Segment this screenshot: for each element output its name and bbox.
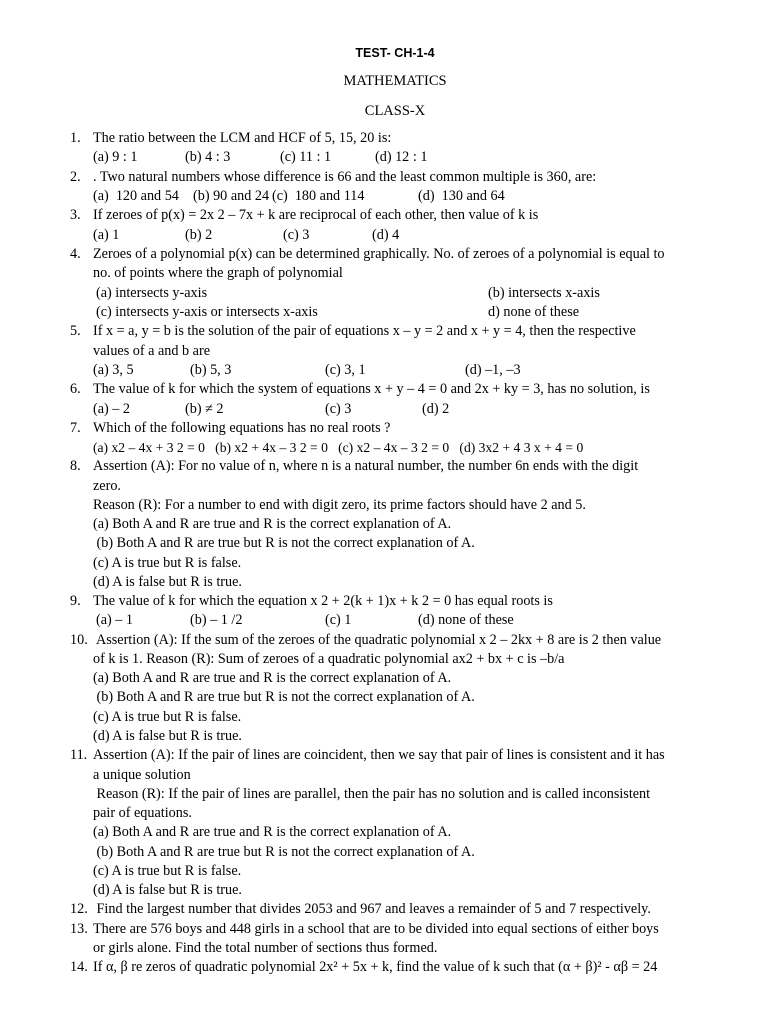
option-b: (b) ≠ 2 (185, 401, 224, 417)
question-number: 13. (70, 921, 88, 937)
question-number: 9. (70, 593, 81, 609)
option-b: (b) 5, 3 (190, 362, 232, 378)
test-title: TEST- CH-1-4 (355, 46, 435, 60)
option-d: d) none of these (488, 304, 580, 320)
question-number: 8. (70, 458, 81, 474)
question-text: There are 576 boys and 448 girls in a school that are to be divided into equal sections of either boys (93, 921, 659, 937)
option-c: (c) intersects y-axis or intersects x-axis (96, 304, 318, 320)
option-b: (b) Both A and R are true but R is not the correct explanation of A. (93, 689, 475, 705)
question-text-cont: no. of points where the graph of polynomial (93, 265, 343, 281)
option-c: (c) 3 (325, 401, 352, 417)
question-text-cont: or girls alone. Find the total number of sections thus formed. (93, 940, 438, 956)
question-text: Zeroes of a polynomial p(x) can be determined graphically. No. of zeroes of a polynomial is equal to (93, 246, 665, 262)
question-number: 1. (70, 130, 81, 146)
question-text: . Two natural numbers whose difference is 66 and the least common multiple is 360, are: (93, 169, 597, 185)
question-text: Which of the following equations has no real roots ? (93, 420, 391, 436)
question-text: Find the largest number that divides 2053 and 967 and leaves a remainder of 5 and 7 respectively. (93, 901, 651, 917)
option-a: (a) Both A and R are true and R is the correct explanation of A. (93, 824, 452, 840)
option-a: (a) – 1 (96, 612, 134, 628)
option-c: (c) 1 (325, 612, 352, 628)
question-number: 4. (70, 246, 81, 262)
assertion-text: Assertion (A): If the sum of the zeroes of the quadratic polynomial x 2 – 2kx + 8 are is 2 then value (96, 632, 662, 648)
question-number: 11. (70, 747, 88, 763)
option-d: (d) 130 and 64 (418, 188, 505, 204)
option-a: (a) 1 (93, 227, 120, 243)
option-b: (b) intersects x-axis (488, 285, 600, 301)
option-c: (c) 3, 1 (325, 362, 366, 378)
option-a: (a) 120 and 54 (93, 188, 179, 204)
assertion-text-cont: zero. (93, 478, 121, 494)
option-a: (a) Both A and R are true and R is the correct explanation of A. (93, 516, 452, 532)
option-a: (a) 9 : 1 (93, 149, 138, 165)
option-d: (d) A is false but R is true. (93, 728, 242, 744)
question-text: The ratio between the LCM and HCF of 5, 15, 20 is: (93, 130, 392, 146)
question-number: 3. (70, 207, 81, 223)
option-d: (d) 4 (372, 227, 400, 243)
question-number: 5. (70, 323, 81, 339)
question-number: 12. (70, 901, 88, 917)
option-b: (b) Both A and R are true but R is not the correct explanation of A. (93, 844, 475, 860)
reason-text: Reason (R): For a number to end with digit zero, its prime factors should have 2 and 5. (93, 497, 586, 513)
option-b: (b) 4 : 3 (185, 149, 231, 165)
class-title: CLASS-X (364, 103, 426, 119)
assertion-text-cont: a unique solution (93, 767, 191, 783)
question-text: If α, β re zeros of quadratic polynomial 2x² + 5x + k, find the value of k such that (α + β)² - αβ = 24 (93, 959, 658, 975)
option-d: (d) 2 (422, 401, 450, 417)
option-b: (b) – 1 /2 (190, 612, 243, 628)
subject-title: MATHEMATICS (343, 73, 447, 89)
question-text-cont: values of a and b are (93, 343, 210, 359)
option-c: (c) 3 (283, 227, 310, 243)
option-d: (d) 12 : 1 (375, 149, 428, 165)
option-c: (c) A is true but R is false. (93, 863, 242, 879)
option-b: (b) 90 and 24 (193, 188, 270, 204)
question-text: The value of k for which the equation x 2 + 2(k + 1)x + k 2 = 0 has equal roots is (93, 593, 553, 609)
option-c: (c) 180 and 114 (272, 188, 365, 204)
question-number: 14. (70, 959, 88, 975)
question-number: 6. (70, 381, 81, 397)
option-d: (d) A is false but R is true. (93, 882, 242, 898)
option-d: (d) –1, –3 (465, 362, 521, 378)
option-a: (a) – 2 (93, 401, 131, 417)
assertion-text-cont: of k is 1. Reason (R): Sum of zeroes of a quadratic polynomial ax2 + bx + c is –b/a (93, 651, 565, 667)
option-d: (d) A is false but R is true. (93, 574, 242, 590)
option-d: (d) none of these (418, 612, 514, 628)
option-a: (a) 3, 5 (93, 362, 134, 378)
option-c: (c) A is true but R is false. (93, 709, 242, 725)
option-a: (a) Both A and R are true and R is the correct explanation of A. (93, 670, 452, 686)
question-number: 2. (70, 169, 81, 185)
question-text: The value of k for which the system of equations x + y – 4 = 0 and 2x + ky = 3, has no solution, is (93, 381, 650, 397)
question-number: 7. (70, 420, 81, 436)
option-c: (c) 11 : 1 (280, 149, 332, 165)
option-c: (c) A is true but R is false. (93, 555, 242, 571)
reason-text: Reason (R): If the pair of lines are parallel, then the pair has no solution and is called inconsistent (93, 786, 651, 802)
option-a: (a) intersects y-axis (96, 285, 208, 301)
reason-text-cont: pair of equations. (93, 805, 192, 821)
option-b: (b) Both A and R are true but R is not the correct explanation of A. (93, 535, 475, 551)
question-number: 10. (70, 632, 88, 648)
assertion-text: Assertion (A): If the pair of lines are coincident, then we say that pair of lines is consistent and it has (93, 747, 665, 763)
question-text: If zeroes of p(x) = 2x 2 – 7x + k are reciprocal of each other, then value of k is (93, 207, 539, 223)
assertion-text: Assertion (A): For no value of n, where n is a natural number, the number 6n ends with the digit (93, 458, 639, 474)
option-b: (b) 2 (185, 227, 213, 243)
options-line: (a) x2 – 4x + 3 2 = 0 (b) x2 + 4x – 3 2 = 0 (c) x2 – 4x – 3 2 = 0 (d) 3x2 + 4 3 x + 4 = 0 (93, 440, 584, 455)
question-text: If x = a, y = b is the solution of the pair of equations x – y = 2 and x + y = 4, then the respective (93, 323, 636, 339)
